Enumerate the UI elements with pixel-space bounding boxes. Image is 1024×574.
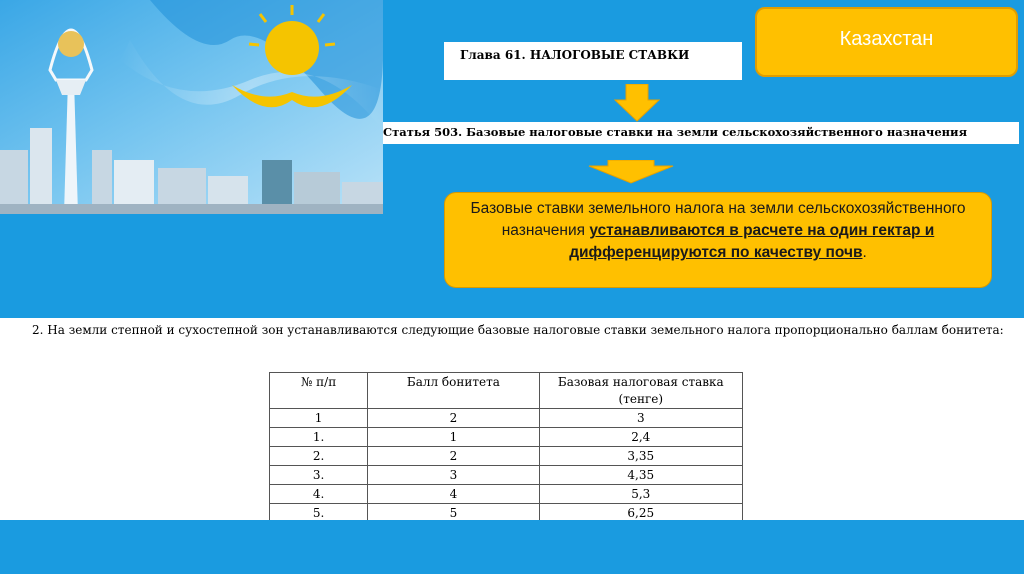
- table-header-row: [270, 373, 743, 409]
- table-cell: 5.: [270, 504, 368, 523]
- article-title: Статья 503. Базовые налоговые ставки на земли сельскохозяйственного назначения: [383, 122, 1019, 144]
- astana-photo: [0, 0, 383, 214]
- chapter-title: Глава 61. НАЛОГОВЫЕ СТАВКИ: [444, 42, 742, 80]
- rate-text-emphasis: устанавливаются в расчете на один гектар и дифференцируются по качеству почв: [569, 222, 935, 261]
- blue-footer-background: [0, 520, 1024, 574]
- table-cell: 2,4: [539, 428, 742, 447]
- rate-text-plain: Базовые ставки земельного налога на земли сельскохозяйственного назначения: [470, 200, 966, 239]
- rates-table: [269, 372, 743, 523]
- table-cell: 3: [368, 466, 539, 485]
- paragraph: 2. На земли степной и сухостепной зон устанавливаются следующие базовые налоговые ставки земельного налога пропорционально баллам бонитета:: [32, 323, 1004, 337]
- table-row: [270, 409, 743, 428]
- table-cell: 2.: [270, 447, 368, 466]
- table-cell: 4: [368, 485, 539, 504]
- table-row: [270, 428, 743, 447]
- table-header-cell: Базовая налоговая ставка (тенге): [539, 373, 742, 409]
- table-header-cell: № п/п: [270, 373, 368, 409]
- table-cell: 5,3: [539, 485, 742, 504]
- table-row: [270, 466, 743, 485]
- table-cell: 3.: [270, 466, 368, 485]
- rate-info-box: [444, 192, 992, 288]
- document-excerpt: [0, 318, 1024, 520]
- table-cell: 2: [368, 409, 539, 428]
- arrow-down-icon: [588, 160, 674, 184]
- table-cell: 1: [270, 409, 368, 428]
- table-cell: 5: [368, 504, 539, 523]
- table-header-cell: Балл бонитета: [368, 373, 539, 409]
- rate-text-end: .: [862, 244, 867, 261]
- country-badge: Казахстан: [755, 7, 1018, 77]
- table-row: [270, 447, 743, 466]
- table-row: [270, 485, 743, 504]
- table-cell: 3: [539, 409, 742, 428]
- arrow-down-icon: [614, 84, 660, 122]
- table-cell: 1: [368, 428, 539, 447]
- table-cell: 2: [368, 447, 539, 466]
- table-cell: 6,25: [539, 504, 742, 523]
- table-cell: 1.: [270, 428, 368, 447]
- table-cell: 3,35: [539, 447, 742, 466]
- table-cell: 4.: [270, 485, 368, 504]
- table-cell: 4,35: [539, 466, 742, 485]
